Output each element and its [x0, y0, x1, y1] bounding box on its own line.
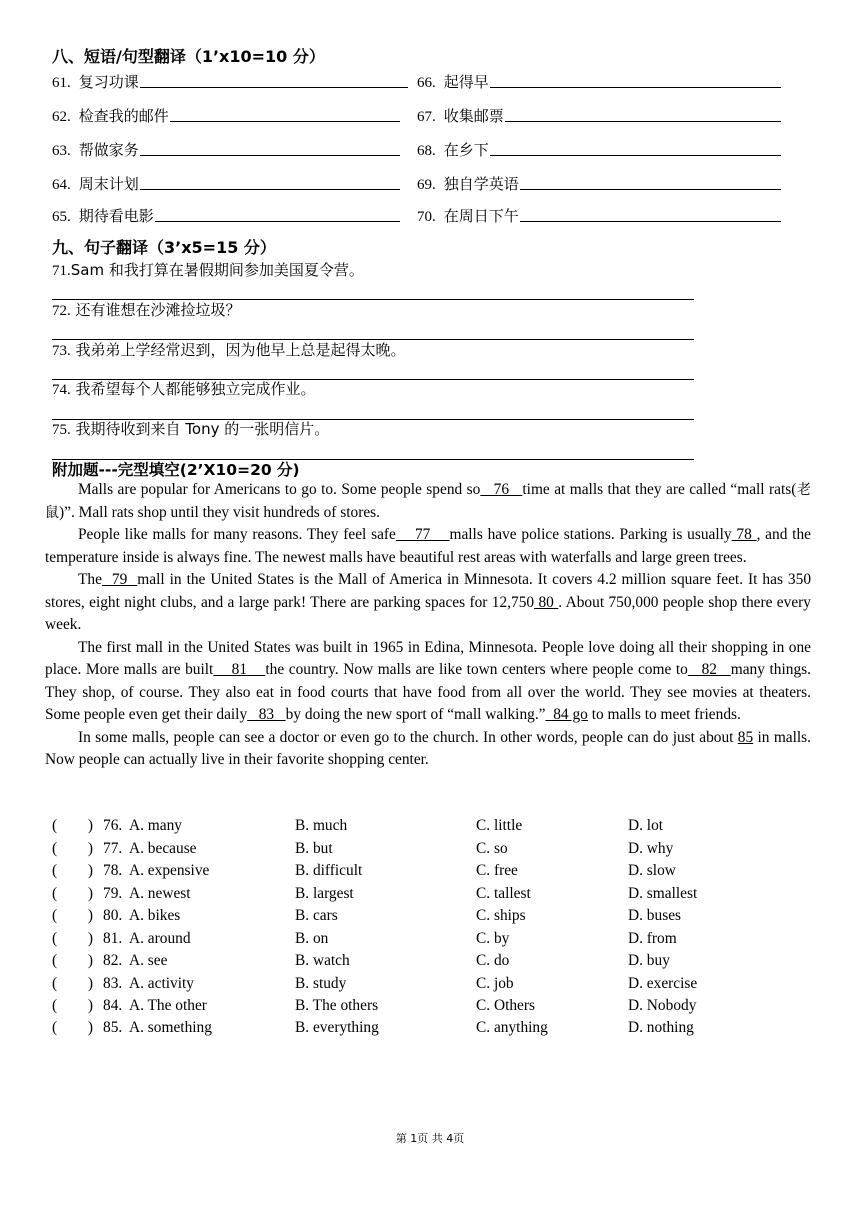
option-b: B. The others	[295, 997, 379, 1014]
answer-line[interactable]	[140, 87, 408, 88]
phrase-item: 62. 检查我的邮件	[52, 104, 400, 126]
blank-84: _84 go	[545, 706, 588, 723]
answer-paren[interactable]: ( )	[52, 1019, 94, 1036]
option-row: ( ) 83. A. activity B. study C. job D. exercise	[52, 975, 698, 992]
phrase-item: 61. 复习功课	[52, 70, 408, 92]
option-c: C. by	[476, 930, 510, 947]
option-c: C. do	[476, 952, 510, 969]
cloze-paragraph: Malls are popular for Americans to go to. Some people spend so 76 time at malls that they are called “mall rats(老鼠)”. Mall rats shop until they visit hundreds of stores.	[45, 481, 811, 521]
option-a: A. see	[129, 952, 168, 969]
option-c: C. so	[476, 840, 508, 857]
extra-title: 附加题---完型填空(2’X10=20 分)	[52, 461, 300, 479]
option-c: C. anything	[476, 1019, 548, 1036]
option-row: ( ) 85. A. something B. everything C. anything D. nothing	[52, 1019, 694, 1036]
blank-78: 78	[731, 526, 757, 543]
phrase-item: 69. 独自学英语	[417, 172, 781, 194]
option-row: ( ) 80. A. bikes B. cars C. ships D. buses	[52, 907, 682, 924]
option-a: A. many	[129, 817, 183, 834]
option-c: C. Others	[476, 997, 535, 1014]
blank-77: 77	[395, 526, 450, 543]
blank-83: 83	[247, 706, 286, 723]
answer-paren[interactable]: ( )	[52, 817, 94, 834]
answer-paren[interactable]: ( )	[52, 907, 94, 924]
answer-paren[interactable]: ( )	[52, 862, 94, 879]
option-row: ( ) 84. A. The other B. The others C. Others D. Nobody	[52, 997, 697, 1014]
option-d: D. from	[628, 930, 677, 947]
option-a: A. because	[129, 840, 197, 857]
answer-line[interactable]	[140, 155, 400, 156]
blank-80: 80	[534, 593, 559, 611]
sentence-item: 73. 我弟弟上学经常迟到，因为他早上总是起得太晚。	[52, 341, 406, 359]
option-d: D. smallest	[628, 885, 698, 902]
sentence-item: 74. 我希望每个人都能够独立完成作业。	[52, 380, 316, 398]
blank-76: 76	[480, 481, 523, 498]
answer-line[interactable]	[490, 155, 781, 156]
blank-79: 79	[101, 571, 138, 588]
answer-line[interactable]	[505, 121, 781, 122]
cloze-paragraph: The 79 mall in the United States is the Mall of America in Minnesota. It covers 4.2 million square feet. It has 350 stores, eight night clubs, and a large park! There are parking spaces for 12,750 80 . About 750,000 people shop there every week.	[45, 571, 812, 633]
answer-paren[interactable]: ( )	[52, 997, 94, 1014]
section8-title: 八、短语/句型翻译（1’x10=10 分）	[52, 47, 325, 66]
option-d: D. exercise	[628, 975, 698, 992]
phrase-item: 64. 周末计划	[52, 172, 400, 194]
blank-81: 81	[213, 661, 266, 678]
phrase-item: 70. 在周日下午	[417, 204, 781, 226]
option-row: ( ) 79. A. newest B. largest C. tallest D. smallest	[52, 885, 698, 902]
option-b: B. on	[295, 930, 329, 947]
blank-85: 85	[737, 728, 754, 746]
sentence-item: 75. 我期待收到来自 Tony 的一张明信片。	[52, 420, 330, 438]
phrase-item: 67. 收集邮票	[417, 104, 781, 126]
phrase-item: 68. 在乡下	[417, 138, 781, 160]
phrase-item: 65. 期待看电影	[52, 204, 400, 226]
option-a: A. activity	[129, 975, 194, 992]
option-a: A. newest	[129, 885, 191, 902]
phrase-item: 66. 起得早	[417, 70, 781, 92]
cloze-passage	[45, 479, 811, 772]
option-b: B. much	[295, 817, 348, 834]
sentence-item: 72. 还有谁想在沙滩捡垃圾？	[52, 301, 241, 319]
option-d: D. buy	[628, 952, 670, 969]
page-footer: 第 1页 共 4页	[395, 1132, 465, 1145]
option-row: ( ) 76. A. many B. much C. little D. lot	[52, 817, 664, 834]
option-c: C. tallest	[476, 885, 531, 902]
option-b: B. watch	[295, 952, 350, 969]
answer-line[interactable]	[490, 87, 781, 88]
option-b: B. everything	[295, 1019, 379, 1036]
option-c: C. free	[476, 862, 518, 879]
answer-line[interactable]	[520, 189, 781, 190]
option-row: ( ) 82. A. see B. watch C. do D. buy	[52, 952, 670, 969]
option-b: B. largest	[295, 885, 354, 902]
option-b: B. difficult	[295, 862, 363, 879]
answer-line[interactable]	[520, 221, 781, 222]
option-d: D. slow	[628, 862, 676, 879]
sentence-item: 71.Sam 和我打算在暑假期间参加美国夏令营。	[52, 261, 364, 279]
cloze-paragraph: In some malls, people can see a doctor or even go to the church. In other words, people can do just about 85 in malls. Now people can actually live in their favorite shopping center.	[45, 728, 812, 768]
option-d: D. Nobody	[628, 997, 697, 1014]
option-row: ( ) 77. A. because B. but C. so D. why	[52, 840, 674, 857]
answer-paren[interactable]: ( )	[52, 885, 94, 902]
option-c: C. little	[476, 817, 523, 834]
option-a: A. something	[129, 1019, 212, 1036]
option-d: D. buses	[628, 907, 682, 924]
answer-line[interactable]	[140, 189, 400, 190]
option-b: B. study	[295, 975, 347, 992]
option-a: A. bikes	[129, 907, 181, 924]
section9-title: 九、句子翻译（3’x5=15 分）	[52, 238, 276, 257]
answer-paren[interactable]: ( )	[52, 975, 94, 992]
option-a: A. around	[129, 930, 191, 947]
blank-82: 82	[687, 661, 731, 678]
option-d: D. lot	[628, 817, 664, 834]
answer-line[interactable]	[155, 221, 400, 222]
phrase-item: 63. 帮做家务	[52, 138, 400, 160]
option-row: ( ) 78. A. expensive B. difficult C. free D. slow	[52, 862, 676, 879]
answer-paren[interactable]: ( )	[52, 930, 94, 947]
cloze-paragraph: The first mall in the United States was built in 1965 in Edina, Minnesota. People love doing all their shopping in one place. More malls are built 81 the country. Now malls are like town centers where people come to 82 many things. They shop, of course. They also eat in food courts that have food from all over the world. They see movies at theaters. Some people even get their daily 83 by doing the new sport of “mall walking.”_84 go to malls to meet friends.	[45, 638, 811, 723]
option-b: B. but	[295, 840, 333, 857]
option-c: C. ships	[476, 907, 526, 924]
answer-paren[interactable]: ( )	[52, 840, 94, 857]
option-b: B. cars	[295, 907, 338, 924]
answer-line[interactable]	[170, 121, 400, 122]
answer-paren[interactable]: ( )	[52, 952, 94, 969]
option-a: A. The other	[129, 997, 207, 1014]
option-d: D. nothing	[628, 1019, 694, 1036]
option-c: C. job	[476, 975, 514, 992]
option-d: D. why	[628, 840, 674, 857]
option-a: A. expensive	[129, 862, 210, 879]
option-row: ( ) 81. A. around B. on C. by D. from	[52, 930, 677, 947]
cloze-paragraph: People like malls for many reasons. They feel safe 77 malls have police stations. Parking is usually 78 , and the temperature inside is always fine. The newest malls have beautiful rest areas with waterfalls and large green trees.	[45, 526, 811, 566]
